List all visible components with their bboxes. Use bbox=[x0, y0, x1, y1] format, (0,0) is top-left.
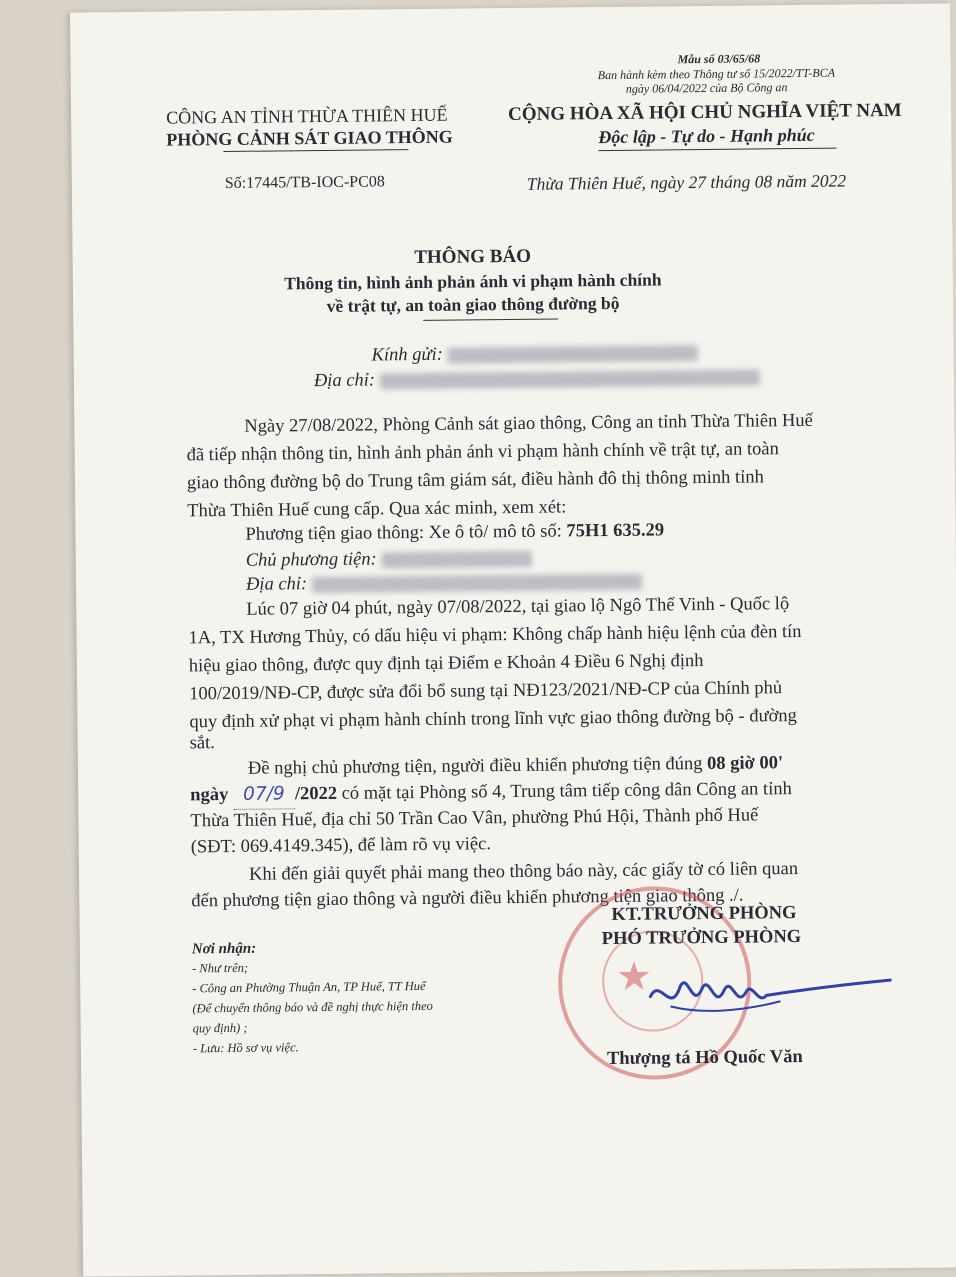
p2-line4: 100/2019/NĐ-CP, được sửa đổi bổ sung tại NĐ123/2021/NĐ-CP của Chính phủ bbox=[189, 678, 783, 705]
recipient-address-line bbox=[314, 366, 760, 392]
ngay-label: ngày bbox=[190, 784, 229, 806]
appointment-time: 08 giờ 00' bbox=[707, 753, 784, 774]
p2-line6: sắt. bbox=[189, 733, 215, 754]
p3-line4: (SĐT: 069.4149.345), để làm rõ vụ việc. bbox=[190, 834, 492, 858]
document-page bbox=[70, 3, 956, 1276]
form-issued-line1: Ban hành kèm theo Thông tư số 15/2022/TT-BCA bbox=[597, 65, 836, 83]
sign-title-2: PHÓ TRƯỞNG PHÒNG bbox=[601, 927, 802, 950]
redacted-owner-name bbox=[381, 551, 531, 569]
country-name: CỘNG HÒA XÃ HỘI CHỦ NGHĨA VIỆT NAM bbox=[508, 99, 902, 126]
national-motto: Độc lập - Tự do - Hạnh phúc bbox=[598, 124, 815, 148]
p3-line2-rest: có mặt tại Phòng số 4, Trung tâm tiếp công dân Công an tỉnh bbox=[341, 779, 792, 804]
kinh-gui-line bbox=[372, 342, 698, 366]
p1-line4: Thừa Thiên Huế cung cấp. Qua xác minh, xem xét: bbox=[187, 497, 567, 522]
kinh-gui-label: Kính gửi: bbox=[371, 344, 443, 366]
p2-line1: Lúc 07 giờ 04 phút, ngày 07/08/2022, tại giao lộ Ngô Thế Vinh - Quốc lộ bbox=[246, 594, 790, 620]
form-number: Mẫu số 03/65/68 bbox=[677, 51, 761, 67]
redacted-owner-address bbox=[312, 573, 642, 592]
sign-title-1: KT.TRƯỞNG PHÒNG bbox=[611, 903, 797, 925]
appointment-year: /2022 bbox=[294, 783, 338, 805]
notice-subtitle-2: về trật tự, an toàn giao thông đường bộ bbox=[326, 292, 620, 316]
header-right-rule bbox=[598, 148, 836, 151]
date-place: Thừa Thiên Huế, ngày 27 tháng 08 năm 2022 bbox=[526, 170, 847, 194]
form-issued-line2: ngày 06/04/2022 của Bộ Công an bbox=[625, 80, 788, 96]
vehicle-plate: 75H1 635.29 bbox=[566, 520, 665, 542]
noi-nhan-title: Nơi nhận: bbox=[191, 940, 257, 958]
notice-title: THÔNG BÁO bbox=[414, 245, 532, 269]
noi-nhan-line4: quy định) ; bbox=[192, 1020, 248, 1036]
owner-address-label: Địa chỉ: bbox=[245, 574, 308, 595]
p1-line2: đã tiếp nhận thông tin, hình ảnh phản ánh vi phạm hành chính về trật tự, an toàn bbox=[186, 439, 779, 466]
redacted-recipient-address bbox=[380, 369, 760, 389]
doc-number: Số:17445/TB-IOC-PC08 bbox=[224, 173, 385, 192]
p1-line3: giao thông đường bộ do Trung tâm giám sát, điều hành đô thị thông minh tỉnh bbox=[186, 467, 764, 494]
vehicle-label: Phương tiện giao thông: Xe ô tô/ mô tô số: bbox=[245, 521, 562, 545]
p4-line2: đến phương tiện giao thông và người điều khiển phương tiện giao thông ./. bbox=[191, 885, 744, 912]
agency-name: CÔNG AN TỈNH THỪA THIÊN HUẾ bbox=[166, 104, 448, 128]
p3-line3: Thừa Thiên Huế, địa chỉ 50 Trần Cao Vân, phường Phú Hội, Thành phố Huế bbox=[190, 805, 759, 832]
p4-line1: Khi đến giải quyết phải mang theo thông báo này, các giấy tờ có liên quan bbox=[248, 859, 799, 885]
handwritten-signature bbox=[640, 964, 901, 1037]
title-rule bbox=[423, 319, 558, 321]
department-name: PHÒNG CẢNH SÁT GIAO THÔNG bbox=[166, 126, 453, 150]
redacted-recipient-name bbox=[447, 345, 697, 364]
seal-star-icon: ★ bbox=[615, 953, 653, 999]
p3-text: Đề nghị chủ phương tiện, người điều khiển phương tiện đúng bbox=[247, 754, 703, 779]
dia-chi-label: Địa chỉ: bbox=[313, 370, 376, 392]
noi-nhan-line2: - Công an Phường Thuận An, TP Huế, TT Huế bbox=[192, 978, 426, 996]
handwritten-date: 07/9 bbox=[233, 780, 295, 810]
p2-line2: 1A, TX Hương Thủy, có dấu hiệu vi phạm: Không chấp hành hiệu lệnh của đèn tín bbox=[188, 621, 802, 649]
noi-nhan-line5: - Lưu: Hồ sơ vụ việc. bbox=[192, 1040, 299, 1056]
noi-nhan-line1: - Như trên; bbox=[191, 960, 249, 976]
notice-subtitle-1: Thông tin, hình ảnh phản ánh vi phạm hành chính bbox=[284, 269, 662, 294]
noi-nhan-line3: (Để chuyển thông báo và đề nghị thực hiện theo bbox=[192, 998, 433, 1016]
p2-line5: quy định xử phạt vi phạm hành chính trong lĩnh vực giao thông đường bộ - đường bbox=[189, 706, 797, 733]
signer-name: Thượng tá Hồ Quốc Văn bbox=[606, 1046, 803, 1070]
p1-line1: Ngày 27/08/2022, Phòng Cảnh sát giao thông, Công an tỉnh Thừa Thiên Huế bbox=[244, 410, 813, 437]
owner-label: Chủ phương tiện: bbox=[245, 549, 377, 571]
p2-line3: hiệu giao thông, được quy định tại Điểm e Khoản 4 Điều 6 Nghị định bbox=[188, 651, 704, 677]
